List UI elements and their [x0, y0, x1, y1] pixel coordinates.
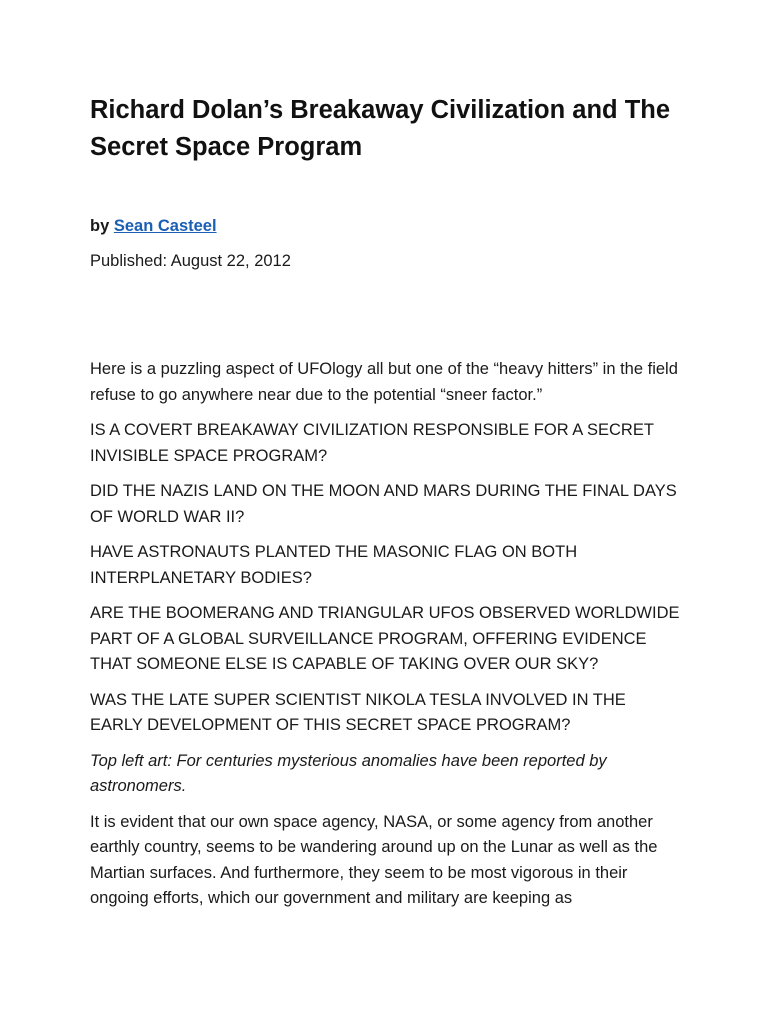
article-body: [90, 357, 682, 922]
body-paragraph: IS A COVERT BREAKAWAY CIVILIZATION RESPONSIBLE FOR A SECRET INVISIBLE SPACE PROGRAM?: [90, 421, 654, 465]
article-title: Richard Dolan’s Breakaway Civilization and The Secret Space Program: [90, 96, 671, 161]
body-paragraph: Here is a puzzling aspect of UFOlogy all but one of the “heavy hitters” in the field refuse to go anywhere near due to the potential “sneer factor.”: [90, 360, 678, 404]
body-paragraph: DID THE NAZIS LAND ON THE MOON AND MARS DURING THE FINAL DAYS OF WORLD WAR II?: [90, 482, 677, 526]
body-paragraph: WAS THE LATE SUPER SCIENTIST NIKOLA TESLA INVOLVED IN THE EARLY DEVELOPMENT OF THIS SECRET SPACE PROGRAM?: [90, 690, 626, 734]
body-paragraph: ARE THE BOOMERANG AND TRIANGULAR UFOS OBSERVED WORLDWIDE PART OF A GLOBAL SURVEILLANCE PROGRAM, OFFERING EVIDENCE THAT SOMEONE ELSE IS CAPABLE OF TAKING OVER OUR SKY?: [90, 604, 680, 673]
byline: [90, 214, 217, 239]
body-paragraph: It is evident that our own space agency, NASA, or some agency from another earthly country, seems to be wandering around up on the Lunar as well as the Martian surfaces. And furthermore, they seem to be most vigorous in their ongoing efforts, which our government and military are keeping as: [90, 812, 658, 907]
byline-prefix: by: [90, 217, 114, 235]
author-link[interactable]: Sean Casteel: [113, 217, 217, 235]
image-caption: Top left art: For centuries mysterious anomalies have been reported by astronomers.: [90, 751, 607, 795]
body-paragraph: HAVE ASTRONAUTS PLANTED THE MASONIC FLAG ON BOTH INTERPLANETARY BODIES?: [90, 543, 578, 587]
published-date: Published: August 22, 2012: [90, 252, 291, 270]
